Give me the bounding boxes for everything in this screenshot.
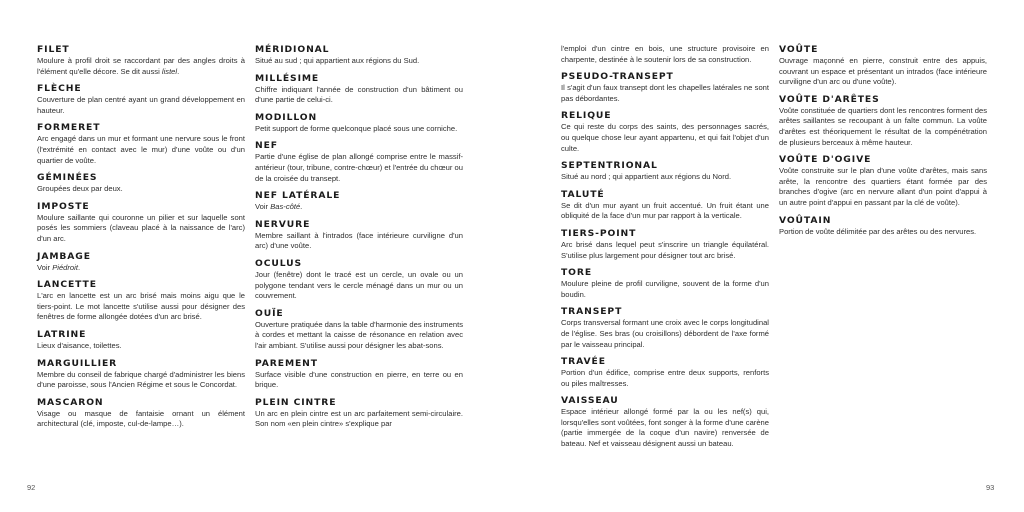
- glossary-entry: [561, 71, 769, 104]
- entry-definition: [37, 409, 245, 430]
- definition-text: .: [77, 262, 81, 272]
- entry-definition: [561, 318, 769, 350]
- glossary-entry: [561, 110, 769, 154]
- glossary-entry: [779, 94, 987, 148]
- glossary-entry: [255, 190, 463, 213]
- entry-term: VOÛTAIN: [779, 214, 832, 226]
- entry-term: NERVURE: [255, 218, 311, 230]
- glossary-entry: [561, 306, 769, 350]
- entry-term: LATRINE: [37, 328, 87, 340]
- definition-text: Couverture de plan centré ayant un grand développement en hauteur.: [37, 95, 245, 115]
- definition-text: Moulure pleine de profil curviligne, souvent de la forme d'un boudin.: [561, 279, 769, 299]
- definition-text: Ce qui reste du corps des saints, des personnages sacrés, ou quelque chose leur ayant appartenu, et qui fait l'objet d'un culte.: [561, 122, 769, 153]
- entry-term: FORMERET: [37, 122, 101, 134]
- entry-term: VOÛTE D'ARÊTES: [779, 93, 880, 105]
- glossary-column-3: [561, 44, 769, 456]
- glossary-entry: [561, 160, 769, 183]
- entry-definition: [37, 56, 245, 77]
- glossary-entry: [255, 358, 463, 391]
- definition-text: Arc brisé dans lequel peut s'inscrire un triangle équilatéral. S'utilise plus largement pour désigner tout arc brisé.: [561, 239, 769, 260]
- entry-definition: [561, 368, 769, 389]
- entry-term: RELIQUE: [561, 110, 612, 122]
- entry-definition: [37, 95, 245, 116]
- entry-term: NEF: [255, 140, 278, 152]
- entry-term: OUÏE: [255, 307, 284, 319]
- glossary-entry: [37, 358, 245, 391]
- definition-text: L'arc en lancette est un arc brisé mais moins aigu que le tiers-point. Le mot lancette s'utilise aussi pour désigner des fenêtres de forme allongée dotées d'un arc brisé.: [37, 291, 245, 322]
- glossary-entry: [255, 44, 463, 67]
- entry-term: TRANSEPT: [561, 306, 623, 318]
- glossary-entry: [255, 308, 463, 352]
- definition-text: Ouverture pratiquée dans la table d'harmonie des instruments à cordes et mettant la caisse de résonance en relation avec l'air ambiant. S'utilise aussi pour désigner les abat-sons.: [255, 319, 463, 350]
- definition-text: Un arc en plein cintre est un arc parfaitement semi-circulaire. Son nom «en plein cintre» s'explique par: [255, 408, 463, 429]
- entry-definition: [561, 407, 769, 449]
- definition-text: .: [177, 66, 180, 76]
- glossary-entry: [37, 279, 245, 323]
- entry-definition: [37, 134, 245, 166]
- entry-definition: [255, 270, 463, 302]
- entry-definition: [561, 240, 769, 261]
- glossary-entry: [37, 329, 245, 352]
- definition-text: Espace intérieur allongé formé par la ou les nef(s) qui, lorsqu'elles sont voûtées, font songer à la forme d'une carène (partie immergée de la coque d'un navire) renversée de bateau. Nef et vaisseau désignent aussi un bateau.: [561, 407, 769, 449]
- definition-text: Jour (fenêtre) dont le tracé est un cercle, un ovale ou un polygone tendant vers le cercle ménagé dans un mur ou un couvrement.: [255, 269, 463, 301]
- entry-definition: [37, 370, 245, 391]
- glossary-entry: [561, 189, 769, 222]
- glossary-entry: [255, 112, 463, 135]
- glossary-entry: [37, 251, 245, 274]
- definition-text: Groupées deux par deux.: [37, 184, 123, 194]
- entry-term: TRAVÉE: [561, 356, 606, 368]
- page-number-right: 93: [986, 483, 995, 492]
- entry-definition: [561, 83, 769, 104]
- definition-text: Corps transversal formant une croix avec le corps longitudinal de l'église. Ses bras (ou croisillons) débordent de l'axe formé par le vaisseau principal.: [561, 318, 769, 349]
- page-number-left: 92: [27, 483, 36, 492]
- definition-crossref: Bas-côté: [270, 202, 301, 212]
- entry-term: VOÛTE: [779, 44, 819, 55]
- entry-definition: [255, 409, 463, 430]
- entry-term: NEF LATÉRALE: [255, 190, 341, 202]
- entry-term: FLÈCHE: [37, 83, 82, 95]
- entry-term: TIERS-POINT: [561, 227, 637, 239]
- entry-definition: [255, 320, 463, 352]
- glossary-entry: [37, 172, 245, 195]
- definition-crossref: Piédroit: [52, 262, 78, 272]
- definition-text: Situé au nord ; qui appartient aux régions du Nord.: [561, 172, 732, 182]
- definition-crossref: listel: [161, 66, 178, 76]
- definition-text: Moulure saillante qui couronne un pilier et sur laquelle sont posés les sommiers (claveau placé à la naissance de l'arc) d'un arc.: [37, 212, 245, 243]
- definition-text: Partie d'une église de plan allongé comprise entre le massif-antérieur (tour, tribune, contre-chœur) et l'entrée du chœur ou de la croisée du transept.: [255, 152, 463, 183]
- entry-definition: [561, 122, 769, 154]
- glossary-entry: [779, 154, 987, 208]
- entry-term: TORE: [561, 267, 593, 279]
- entry-term: PAREMENT: [255, 357, 318, 369]
- glossary-entry: [255, 73, 463, 106]
- glossary-entry: [779, 215, 987, 238]
- glossary-entry: [37, 201, 245, 245]
- glossary-entry: [37, 83, 245, 116]
- entry-definition: [255, 370, 463, 391]
- entry-definition: [255, 56, 463, 67]
- entry-definition: [37, 263, 245, 274]
- entry-term: PLEIN CINTRE: [255, 396, 337, 408]
- entry-term: FILET: [37, 44, 70, 55]
- entry-definition: [37, 291, 245, 323]
- glossary-entry: [561, 356, 769, 389]
- entry-definition: [561, 201, 769, 222]
- definition-text: Voir: [37, 262, 53, 272]
- entry-term: SEPTENTRIONAL: [561, 160, 658, 172]
- definition-text: Arc engagé dans un mur et formant une nervure sous le front (l'extrémité en contact avec le mur) d'une voûte ou d'un quartier de voûte.: [37, 134, 245, 165]
- glossary-column-2: [255, 44, 463, 436]
- definition-text: Portion d'un édifice, comprise entre deux supports, renforts ou piles maîtresses.: [561, 368, 769, 388]
- entry-definition: [255, 85, 463, 106]
- definition-text: Se dit d'un mur ayant un fruit accentué. Un fruit étant une obliquité de la face d'un mur par rapport à la verticale.: [561, 200, 769, 221]
- definition-text: Chiffre indiquant l'année de construction d'un bâtiment ou d'une partie de celui-ci.: [255, 84, 463, 105]
- glossary-entry: [255, 140, 463, 184]
- entry-term: MASCARON: [37, 396, 104, 408]
- entry-definition: [779, 56, 987, 88]
- definition-text: Petit support de forme quelconque placé sous une corniche.: [255, 123, 458, 133]
- entry-definition: [561, 172, 769, 183]
- entry-term: LANCETTE: [37, 279, 97, 291]
- entry-continuation: l'emploi d'un cintre en bois, une structure provisoire en charpente, destinée à le soutenir lors de sa construction.: [561, 44, 769, 64]
- definition-text: Voir: [255, 202, 271, 212]
- entry-term: OCULUS: [255, 257, 303, 269]
- definition-text: Surface visible d'une construction en pierre, en terre ou en brique.: [255, 369, 463, 390]
- definition-text: .: [300, 202, 303, 212]
- entry-definition: [561, 279, 769, 300]
- entry-term: JAMBAGE: [37, 250, 91, 262]
- definition-text: Moulure à profil droit se raccordant par des angles droits à l'élément qu'elle décore. Se dit aussi: [37, 56, 245, 76]
- glossary-column-4: [779, 44, 987, 243]
- glossary-entry: [37, 44, 245, 77]
- entry-definition: [37, 184, 245, 195]
- definition-text: Portion de voûte délimitée par des arêtes ou des nervures.: [779, 226, 977, 236]
- entry-definition: [37, 341, 245, 352]
- glossary-entry: [37, 397, 245, 430]
- definition-text: Il s'agit d'un faux transept dont les chapelles latérales ne sont pas débordantes.: [561, 83, 769, 103]
- glossary-entry: [37, 122, 245, 166]
- glossary-entry: [255, 397, 463, 430]
- definition-text: Membre du conseil de fabrique chargé d'administrer les biens d'une paroisse, sous l'Ancien Régime et sous le Concordat.: [37, 369, 245, 390]
- glossary-entry: [255, 258, 463, 302]
- glossary-entry: [779, 44, 987, 88]
- entry-term: MÉRIDIONAL: [255, 44, 330, 55]
- entry-term: TALUTÉ: [561, 188, 605, 200]
- entry-definition: [779, 106, 987, 148]
- definition-text: Voûte constituée de quartiers dont les rencontres forment des arêtes saillantes se recoupant à un faîte commun. La voûte d'arêtes est théoriquement le résultat de la compénétration de plusieurs berceaux à même hauteur.: [779, 105, 987, 147]
- entry-term: GÉMINÉES: [37, 172, 98, 184]
- definition-text: Ouvrage maçonné en pierre, construit entre des appuis, couvrant un espace et présentant un intrados (face intérieure curviligne d'un arc ou d'une voûte).: [779, 56, 987, 87]
- definition-text: Visage ou masque de fantaisie ornant un élément architectural (clé, imposte, cul-de-lampe…).: [37, 408, 245, 429]
- definition-text: Voûte construite sur le plan d'une voûte d'arêtes, mais sans arête, la rencontre des quartiers étant formée par des branches d'ogive (arc en nervure allant d'un point d'appui à un autre point d'appui en passant par la clé de voûte).: [779, 166, 987, 207]
- entry-term: MARGUILLIER: [37, 357, 118, 369]
- entry-definition: [255, 152, 463, 184]
- definition-text: Lieux d'aisance, toilettes.: [37, 340, 122, 350]
- glossary-column-1: [37, 44, 245, 436]
- glossary-entry: [561, 228, 769, 261]
- entry-term: MODILLON: [255, 111, 318, 123]
- entry-definition: [37, 213, 245, 245]
- entry-term: VOÛTE D'OGIVE: [779, 154, 872, 166]
- glossary-entry: [561, 267, 769, 300]
- entry-definition: [779, 166, 987, 208]
- entry-term: PSEUDO-TRANSEPT: [561, 71, 674, 83]
- entry-definition: [779, 227, 987, 238]
- entry-term: VAISSEAU: [561, 395, 619, 407]
- entry-definition: [255, 202, 463, 213]
- entry-term: MILLÉSIME: [255, 72, 320, 84]
- glossary-entry: [561, 395, 769, 449]
- entry-definition: [255, 231, 463, 252]
- definition-text: Situé au sud ; qui appartient aux régions du Sud.: [255, 56, 420, 65]
- entry-term: IMPOSTE: [37, 200, 90, 212]
- entry-definition: [255, 124, 463, 135]
- definition-text: Membre saillant à l'intrados (face intérieure curviligne d'un arc) d'une voûte.: [255, 230, 463, 251]
- glossary-entry: [255, 219, 463, 252]
